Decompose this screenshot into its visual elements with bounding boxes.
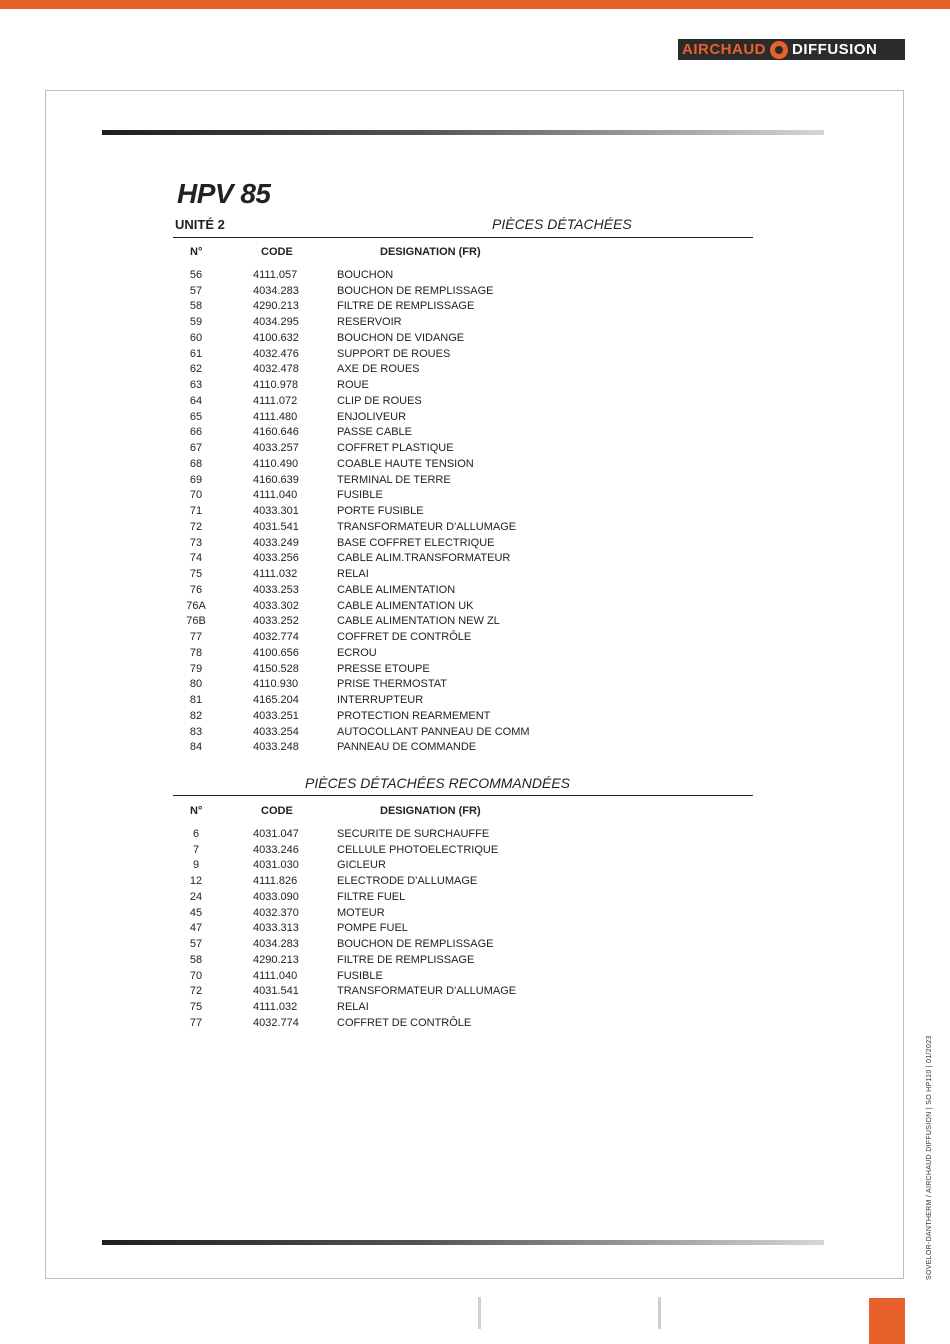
part-number: 77 (189, 631, 203, 644)
part-designation: RELAI (337, 1001, 369, 1014)
part-code: 4031.030 (253, 859, 299, 872)
part-number: 72 (189, 985, 203, 998)
part-code: 4033.254 (253, 725, 299, 738)
part-designation: FUSIBLE (337, 489, 383, 502)
table-row (175, 393, 735, 409)
part-number: 9 (192, 859, 200, 872)
part-code: 4290.213 (253, 953, 299, 966)
part-code: 4100.632 (253, 331, 299, 344)
part-number: 73 (189, 536, 203, 549)
part-number: 47 (189, 922, 203, 935)
part-code: 4033.256 (253, 552, 299, 565)
column-header-number: N° (190, 246, 203, 258)
part-designation: ELECTRODE D'ALLUMAGE (337, 875, 478, 888)
column-header-code: CODE (261, 805, 293, 817)
part-designation: ROUE (337, 379, 369, 392)
table-row (175, 968, 735, 984)
table-row (175, 267, 735, 283)
footer-divider (658, 1297, 661, 1329)
top-gradient-divider (102, 130, 824, 135)
table-row (175, 456, 735, 472)
table-row (175, 1015, 735, 1031)
part-designation: BASE COFFRET ELECTRIQUE (337, 536, 495, 549)
part-designation: MOTEUR (337, 906, 385, 919)
part-number: 69 (189, 473, 203, 486)
part-number: 24 (189, 890, 203, 903)
part-number: 75 (189, 568, 203, 581)
part-number: 62 (189, 363, 203, 376)
table-row (175, 826, 735, 842)
part-code: 4160.646 (253, 426, 299, 439)
table-row (175, 677, 735, 693)
part-code: 4031.541 (253, 985, 299, 998)
part-number: 81 (189, 694, 203, 707)
brand-word-1: AIRCHAUD (682, 41, 766, 58)
part-designation: BOUCHON DE REMPLISSAGE (337, 284, 494, 297)
part-designation: SUPPORT DE ROUES (337, 347, 451, 360)
table-row (175, 566, 735, 582)
part-designation: CLIP DE ROUES (337, 394, 422, 407)
part-number: 80 (189, 678, 203, 691)
part-code: 4034.283 (253, 284, 299, 297)
part-code: 4111.032 (253, 1001, 298, 1014)
table-row (175, 488, 735, 504)
part-code: 4032.370 (253, 906, 299, 919)
part-number: 58 (189, 300, 203, 313)
part-number: 12 (189, 875, 203, 888)
part-designation: SECURITE DE SURCHAUFFE (337, 827, 490, 840)
table-row (175, 984, 735, 1000)
part-code: 4031.047 (253, 827, 299, 840)
table-row (175, 952, 735, 968)
part-code: 4032.774 (253, 631, 299, 644)
part-designation: CABLE ALIMENTATION NEW ZL (337, 615, 500, 628)
section-title-recommended: PIÈCES DÉTACHÉES RECOMMANDÉES (305, 775, 571, 791)
part-number: 66 (189, 426, 203, 439)
part-designation: ECROU (337, 646, 377, 659)
table-row (175, 519, 735, 535)
part-designation: CABLE ALIM.TRANSFORMATEUR (337, 552, 511, 565)
part-number: 79 (189, 662, 203, 675)
part-code: 4033.301 (253, 505, 299, 518)
part-number: 68 (189, 457, 203, 470)
table-row (175, 905, 735, 921)
document-reference: SOVELOR-DANTHERM / AIRCHAUD DIFFUSION | SO HP110 | 01/2023 (926, 1035, 933, 1280)
table-row (175, 692, 735, 708)
brand-logo (678, 39, 905, 60)
table-row (175, 858, 735, 874)
flame-icon (770, 41, 788, 59)
part-number: 65 (189, 410, 203, 423)
table-row (175, 362, 735, 378)
part-designation: CABLE ALIMENTATION (337, 583, 456, 596)
part-number: 70 (189, 969, 203, 982)
part-designation: AXE DE ROUES (337, 363, 420, 376)
part-number: 78 (189, 646, 203, 659)
part-code: 4033.313 (253, 922, 299, 935)
part-code: 4111.057 (253, 268, 298, 281)
part-code: 4165.204 (253, 694, 299, 707)
part-code: 4034.283 (253, 938, 299, 951)
table-row (175, 708, 735, 724)
part-number: 83 (189, 725, 203, 738)
table-row (175, 614, 735, 630)
footer-divider (478, 1297, 481, 1329)
part-code: 4033.246 (253, 843, 299, 856)
table-row (175, 346, 735, 362)
table-row (175, 425, 735, 441)
section-title-parts: PIÈCES DÉTACHÉES (492, 216, 632, 232)
part-code: 4032.774 (253, 1016, 299, 1029)
part-code: 4110.978 (253, 379, 299, 392)
part-code: 4111.032 (253, 568, 298, 581)
table-row (175, 314, 735, 330)
table-row (175, 629, 735, 645)
part-number: 76 (189, 583, 203, 596)
page-title: HPV 85 (177, 178, 271, 209)
part-designation: COABLE HAUTE TENSION (337, 457, 474, 470)
part-code: 4100.656 (253, 646, 299, 659)
table-row (175, 377, 735, 393)
part-designation: TRANSFORMATEUR D'ALLUMAGE (337, 520, 517, 533)
part-code: 4110.490 (253, 457, 299, 470)
part-number: 58 (189, 953, 203, 966)
part-number: 56 (189, 268, 203, 281)
part-number: 82 (189, 709, 203, 722)
part-designation: COFFRET DE CONTRÔLE (337, 1016, 472, 1029)
table-row (175, 999, 735, 1015)
part-number: 76A (186, 599, 206, 612)
part-designation: COFFRET PLASTIQUE (337, 442, 454, 455)
table-row (175, 503, 735, 519)
part-code: 4111.040 (253, 969, 298, 982)
table-row (175, 440, 735, 456)
bottom-gradient-divider (102, 1240, 824, 1245)
part-designation: GICLEUR (337, 859, 386, 872)
part-code: 4032.476 (253, 347, 299, 360)
part-designation: AUTOCOLLANT PANNEAU DE COMM (337, 725, 530, 738)
part-code: 4111.480 (253, 410, 298, 423)
column-header-code: CODE (261, 246, 293, 258)
part-code: 4033.251 (253, 709, 299, 722)
part-code: 4033.257 (253, 442, 299, 455)
table-row (175, 842, 735, 858)
parts-table (175, 267, 735, 755)
part-code: 4290.213 (253, 300, 299, 313)
part-designation: PANNEAU DE COMMANDE (337, 741, 477, 754)
part-number: 75 (189, 1001, 203, 1014)
part-code: 4034.295 (253, 316, 299, 329)
table-row (175, 740, 735, 756)
column-header-designation: DESIGNATION (FR) (380, 805, 481, 817)
page-number-tab (869, 1298, 905, 1344)
part-designation: PRESSE ETOUPE (337, 662, 430, 675)
part-number: 60 (189, 331, 203, 344)
part-designation: CABLE ALIMENTATION UK (337, 599, 474, 612)
part-designation: BOUCHON DE REMPLISSAGE (337, 938, 494, 951)
part-designation: COFFRET DE CONTRÔLE (337, 631, 472, 644)
part-number: 77 (189, 1016, 203, 1029)
part-number: 71 (189, 505, 203, 518)
part-code: 4111.072 (253, 394, 298, 407)
part-number: 84 (189, 741, 203, 754)
part-designation: FILTRE DE REMPLISSAGE (337, 300, 475, 313)
part-designation: RELAI (337, 568, 369, 581)
part-number: 61 (189, 347, 203, 360)
table-row (175, 330, 735, 346)
part-designation: PROTECTION REARMEMENT (337, 709, 491, 722)
table-row (175, 409, 735, 425)
part-code: 4160.639 (253, 473, 299, 486)
part-designation: FUSIBLE (337, 969, 383, 982)
section-rule (173, 795, 753, 796)
part-code: 4033.302 (253, 599, 299, 612)
top-accent-bar (0, 0, 950, 9)
part-code: 4033.090 (253, 890, 299, 903)
part-designation: FILTRE DE REMPLISSAGE (337, 953, 475, 966)
table-row (175, 598, 735, 614)
part-number: 7 (192, 843, 200, 856)
part-number: 6 (192, 827, 200, 840)
part-designation: FILTRE FUEL (337, 890, 406, 903)
part-code: 4110.930 (253, 678, 299, 691)
part-number: 67 (189, 442, 203, 455)
brand-word-2: DIFFUSION (792, 41, 878, 58)
part-designation: BOUCHON (337, 268, 394, 281)
part-number: 76B (186, 615, 206, 628)
recommended-parts-table (175, 826, 735, 1031)
part-designation: BOUCHON DE VIDANGE (337, 331, 465, 344)
part-code: 4033.249 (253, 536, 299, 549)
part-number: 74 (189, 552, 203, 565)
part-code: 4111.040 (253, 489, 298, 502)
part-code: 4111.826 (253, 875, 298, 888)
table-row (175, 921, 735, 937)
table-row (175, 582, 735, 598)
part-code: 4033.253 (253, 583, 299, 596)
part-number: 72 (189, 520, 203, 533)
part-number: 63 (189, 379, 203, 392)
table-row (175, 661, 735, 677)
part-designation: PRISE THERMOSTAT (337, 678, 448, 691)
part-designation: CELLULE PHOTOELECTRIQUE (337, 843, 499, 856)
table-row (175, 283, 735, 299)
table-row (175, 551, 735, 567)
section-rule (173, 237, 753, 238)
part-code: 4033.248 (253, 741, 299, 754)
table-row (175, 873, 735, 889)
part-designation: PASSE CABLE (337, 426, 412, 439)
column-header-number: N° (190, 805, 203, 817)
table-row (175, 724, 735, 740)
part-number: 59 (189, 316, 203, 329)
part-code: 4150.528 (253, 662, 299, 675)
part-designation: POMPE FUEL (337, 922, 408, 935)
part-code: 4031.541 (253, 520, 299, 533)
part-number: 45 (189, 906, 203, 919)
part-number: 70 (189, 489, 203, 502)
part-designation: PORTE FUSIBLE (337, 505, 424, 518)
part-designation: INTERRUPTEUR (337, 694, 424, 707)
table-row (175, 472, 735, 488)
part-designation: RESERVOIR (337, 316, 402, 329)
part-designation: TRANSFORMATEUR D'ALLUMAGE (337, 985, 517, 998)
part-designation: ENJOLIVEUR (337, 410, 407, 423)
table-row (175, 299, 735, 315)
table-row (175, 936, 735, 952)
part-number: 57 (189, 284, 203, 297)
part-code: 4032.478 (253, 363, 299, 376)
table-row (175, 535, 735, 551)
table-row (175, 645, 735, 661)
part-number: 57 (189, 938, 203, 951)
table-row (175, 889, 735, 905)
unit-label: UNITÉ 2 (175, 217, 225, 232)
part-number: 64 (189, 394, 203, 407)
part-designation: TERMINAL DE TERRE (337, 473, 451, 486)
part-code: 4033.252 (253, 615, 299, 628)
column-header-designation: DESIGNATION (FR) (380, 246, 481, 258)
